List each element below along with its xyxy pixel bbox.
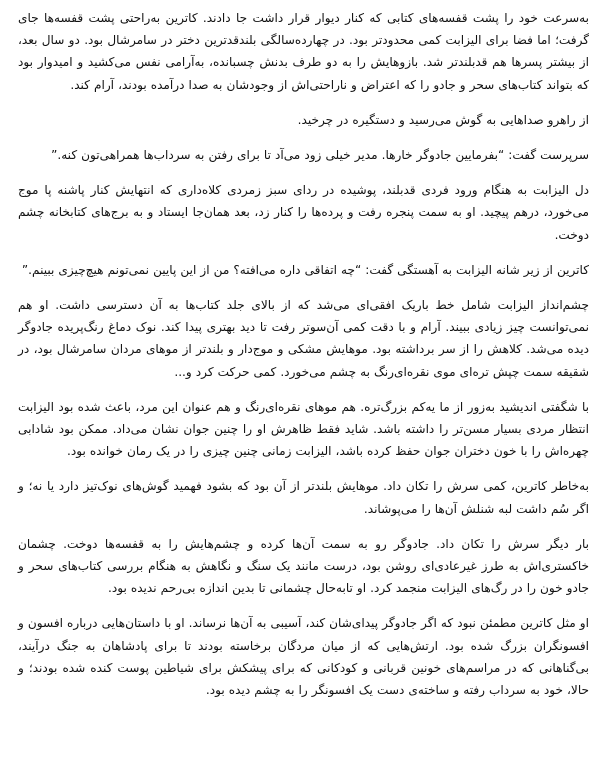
paragraph: سرپرست گفت: “بفرمایین جادوگر خارها. مدیر خیلی زود می‌آد تا برای رفتن به سرداب‌ها همراهی‌تون کنه.”	[51, 148, 589, 163]
paragraph: با شگفتی اندیشید به‌زور از ما یه‌کم بزرگ‌تره. هم موهای نقره‌ای‌رنگ و هم عنوان این مرد، باعث شده بود الیزابت انتظار مردی بسیار مسن‌تر را داشته باشد. شاید فقط ظاهرش او را چنین جوان نشان می‌داد. ممکن بود شادابی چهره‌اش را با خون دختران جوان حفظ کرده باشد، الیزابت زمانی چنین چیزی را در یک رمان خوانده بود.	[18, 399, 589, 459]
paragraph: کاترین از زیر شانه الیزابت به آهستگی گفت: “چه اتفاقی داره می‌افته؟ من از این پایین نمی‌تونم هیچ‌چیزی ببینم.”	[21, 262, 589, 277]
paragraph: او مثل کاترین مطمئن نبود که اگر جادوگر پیدای‌شان کند، آسیبی به آن‌ها نرساند. او با داستان‌هایی درباره افسون و افسونگران بزرگ شده بود. ارتش‌هایی که از میان مردگان برخاسته بودند تا برای پادشاهان به جنگ درآیند، بی‌گناهانی که در مراسم‌های خونین قربانی و کودکانی که برای پیشکش برای شیاطین پوست کنده شده بودند؛ و حالا، خود به سرداب رفته و ساخته‌ی دست یک افسونگر را به چشم دیده بود.	[18, 616, 589, 698]
paragraph: بار دیگر سرش را تکان داد. جادوگر رو به سمت آن‌ها کرده و چشم‌هایش را به قفسه‌ها دوخت. چشمان خاکستری‌اش به طرز غیرعادی‌ای روشن بود، درست مانند یک سنگ و نگاهش به هنگام بررسی کتاب‌های سحر و جادو خون را در رگ‌های الیزابت منجمد کرد. او تابه‌حال چشمانی تا بدین اندازه بی‌رحم ندیده بود.	[18, 536, 589, 596]
paragraph: به‌خاطر کاترین، کمی سرش را تکان داد. موهایش بلندتر از آن بود که بشود فهمید گوش‌های نوک‌تیز دارد یا نه؛ و اگر سُم داشت لبه شنلش آن‌ها را می‌پوشاند.	[18, 479, 589, 516]
paragraph: از راهرو صداهایی به گوش می‌رسید و دستگیره در چرخید.	[297, 112, 589, 127]
paragraph: به‌سرعت خود را پشت قفسه‌های کتابی که کنار دیوار قرار داشت جا دادند. کاترین به‌راحتی پشت قفسه‌ها جای گرفت؛ اما فضا برای الیزابت کمی محدودتر بود. در چهارده‌سالگی بلندقدترین دختر در سامرشال بود. دو سال بعد، از بیشتر پسرها هم قدبلندتر شد. بازوهایش را به دو طرف بدنش چسبانده، به‌آرامی نفس می‌کشید و امیدوار بود که بتواند کتاب‌های سحر و جادو را که اعتراض و ناراحتی‌اش از وجودشان به صدا درآمده بودند، آرام کند.	[18, 11, 589, 92]
paragraph: دل الیزابت به هنگام ورود فردی قدبلند، پوشیده در ردای سبز زمردی کلاه‌داری که انتهایش کنار پاشنه پا موج می‌خورد، درهم پیچید. او به سمت پنجره رفت و پرده‌ها را کنار زد، بعد همان‌جا ایستاد و به برج‌های کتابخانه چشم دوخت.	[18, 183, 589, 242]
paragraph: چشم‌انداز الیزابت شامل خط باریک افقی‌ای می‌شد که از بالای جلد کتاب‌ها به آن دسترسی داشت. او هم نمی‌توانست چیز زیادی ببیند. آرام و با دقت کمی آن‌سوتر رفت تا دید بهتری پیدا کند. نوک دماغ رنگ‌پریده جادوگر دیده می‌شد. کلاهش را از سر برداشته بود. موهایش مشکی و موج‌دار و بلندتر از موهای مردان سامرشال بود، در شقیقه سمت چپش تره‌ای موی نقره‌ای‌رنگ به چشم می‌خورد. کمی حرکت کرد و...	[18, 298, 589, 379]
